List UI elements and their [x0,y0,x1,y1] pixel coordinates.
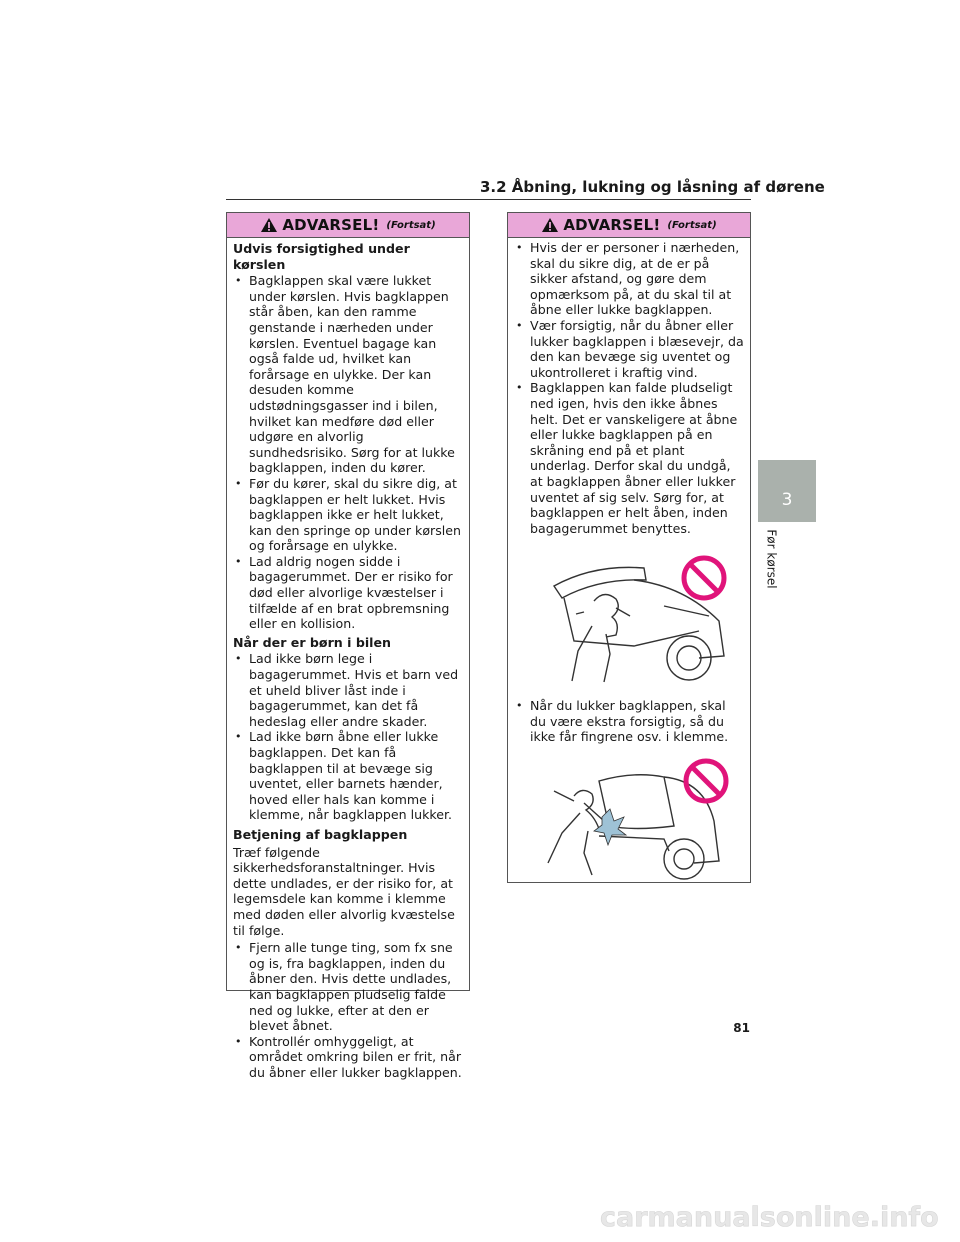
list-item: • Bagklappen skal være lukket under kørslen. Hvis bagklappen står åben, kan den ramme genstande i nærheden under kørslen. Eventuel bagage kan også falde ud, hvilket kan forårsage en ulykke. Der kan desuden komme udstødningsgasser ind i bilen, hvilket kan medføre død eller udgøre en alvorlig sundhedsrisiko. Sørg for at lukke bagklappen, inden du kører. [233,273,463,476]
section-title: 3.2 Åbning, lukning og låsning af dørene [480,178,825,196]
list-item: • Fjern alle tunge ting, som fx sne og is, fra bagklappen, inden du åbner den. Hvis dette undlades, kan bagklappen pludselig falde ned og lukke, efter at den er blevet åbnet. [233,940,463,1034]
illustration-person-under-tailgate [514,546,744,696]
list-item: • Hvis der er personer i nærheden, skal du sikre dig, at de er på sikker afstand, og gøre dem opmærksom på, at du skal til at åbne eller lukke bagklappen. [514,240,744,318]
list-item: • Vær forsigtig, når du åbner eller lukker bagklappen i blæsevejr, da den kan bevæge sig uventet og ukontrolleret i kraftig vind. [514,318,744,380]
illustration-fingers-pinched [514,751,744,886]
heading-tailgate-operation: Betjening af bagklappen [233,826,408,842]
bullet-list [514,240,744,536]
warning-box-right [507,212,751,883]
warning-header [508,213,750,238]
bullet-list [514,698,744,745]
watermark-logo [600,1196,950,1236]
header-rule [226,199,751,200]
chapter-number: 3 [781,490,793,510]
continued-label: (Fortsat) [386,219,436,231]
list-item: • Kontrollér omhyggeligt, at området omkring bilen er frit, når du åbner eller lukker bagklappen. [233,1034,463,1081]
list-item: • Før du kører, skal du sikre dig, at bagklappen er helt lukket. Hvis bagklappen ikke er helt lukket, kan den springe op under kørslen og forårsage en ulykke. [233,476,463,554]
bullet-list [233,651,463,823]
list-item: • Lad ikke børn åbne eller lukke bagklappen. Det kan få bagklappen til at bevæge sig uventet, eller barnets hænder, hoved eller hals kan komme i klemme, når bagklappen lukker. [233,729,463,823]
prohibition-icon [686,761,726,801]
warning-triangle-icon [541,217,559,233]
bullet-list [233,940,463,1080]
watermark [600,1196,950,1236]
continued-label: (Fortsat) [667,219,717,231]
page-number: 81 [733,1021,750,1035]
warning-title: ADVARSEL! [563,216,661,234]
warning-header [227,213,469,238]
chapter-side-label [762,524,782,594]
chapter-tab [758,460,816,522]
list-item: • Lad aldrig nogen sidde i bagagerummet. Der er risiko for død eller alvorlige kvæstelser i tilfælde af en brat opbremsning eller en kollision. [233,554,463,632]
prohibition-icon [684,558,724,598]
svg-text:carmanualsonline.info: carmanualsonline.info [600,1202,939,1233]
list-item: • Når du lukker bagklappen, skal du være ekstra forsigtig, så du ikke får fingrene osv. i klemme. [514,698,744,745]
chapter-label-text: Før kørsel [765,529,779,589]
heading-driving-caution: Udvis forsigtighed under kørslen [233,241,410,272]
car-trunk-illustration [514,546,744,696]
list-item: • Bagklappen kan falde pludseligt ned igen, hvis den ikke åbnes helt. Det er vanskeligere at åbne eller lukke bagklappen på en skråning end på et plant underlag. Derfor skal du undgå, at bagklappen åbner eller lukker uventet af sig selv. Sørg for, at bagklappen er helt åben, inden bagagerummet benyttes. [514,380,744,536]
warning-triangle-icon [260,217,278,233]
bullet-list [233,273,463,632]
list-item: • Lad ikke børn lege i bagagerummet. Hvis et barn ved et uheld bliver låst inde i bagagerummet, kan det få hedeslag eller andre skader. [233,651,463,729]
warning-box-left [226,212,470,1080]
car-closing-illustration [514,751,744,886]
warning-title: ADVARSEL! [282,216,380,234]
heading-children: Når der er børn i bilen [233,634,392,650]
paragraph: Træf følgende sikkerhedsforanstaltninger. Hvis dette undlades, er der risiko for, at legemsdele kan komme i klemme med døden eller alvorlig kvæstelse til følge. [233,844,455,938]
